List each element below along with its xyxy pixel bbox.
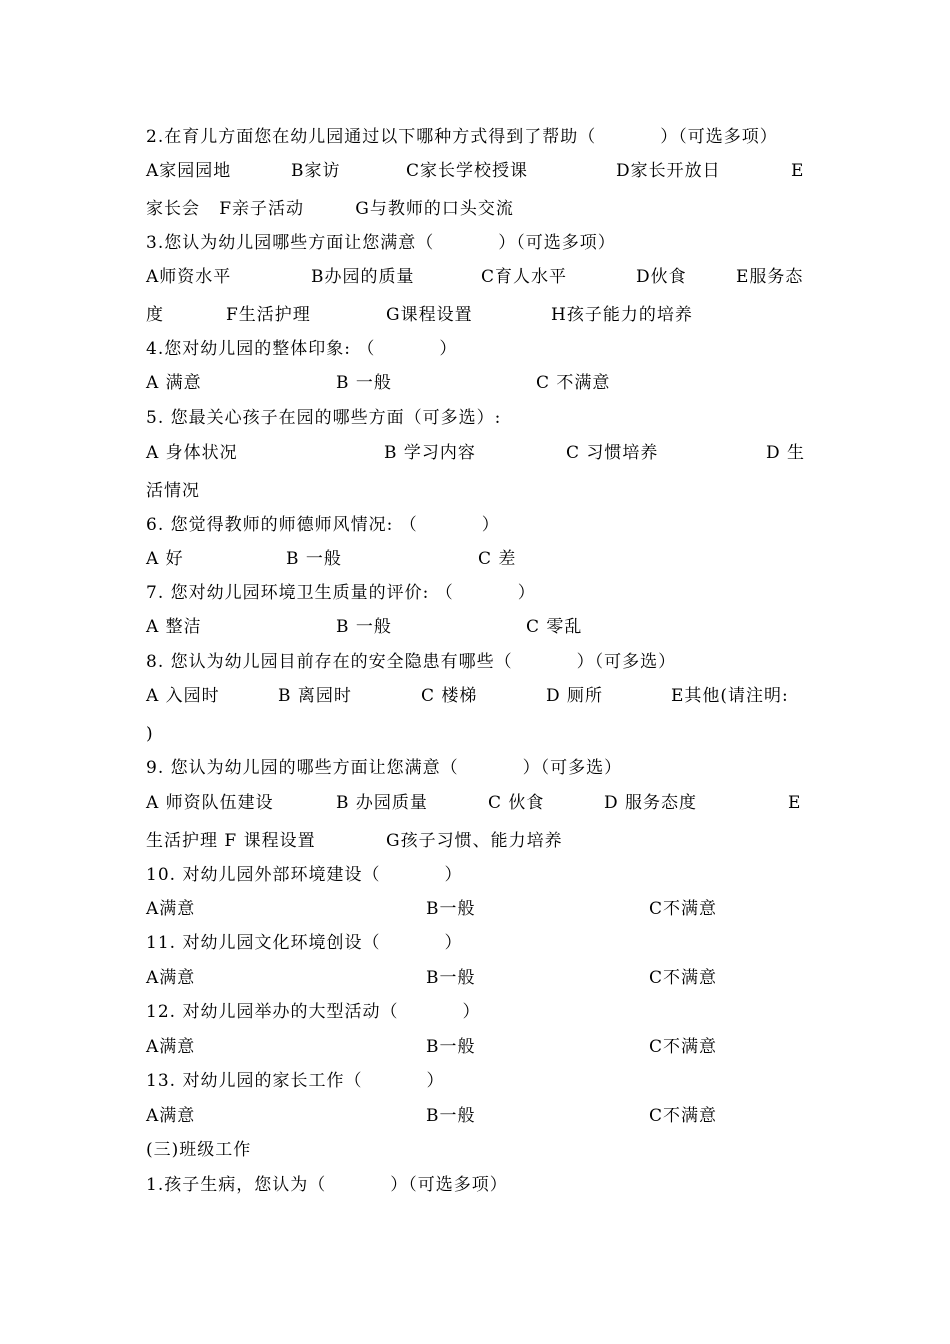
option-item: C育人水平 <box>481 267 568 287</box>
option-item: B一般 <box>426 899 476 919</box>
text-line: 12. 对幼儿园举办的大型活动（ ） <box>146 1002 481 1022</box>
text-line: 10. 对幼儿园外部环境建设（ ） <box>146 865 463 885</box>
option-item: A满意 <box>146 1106 196 1126</box>
option-item: E <box>791 161 805 181</box>
option-row <box>146 790 806 816</box>
option-item: C不满意 <box>649 968 718 988</box>
option-row <box>146 683 806 709</box>
option-item: H孩子能力的培养 <box>551 305 693 325</box>
option-row <box>146 264 806 290</box>
option-row <box>146 1034 806 1060</box>
option-item: B一般 <box>426 1106 476 1126</box>
option-item: G课程设置 <box>386 305 473 325</box>
option-item: D家长开放日 <box>616 161 721 181</box>
text-line: 1.孩子生病，您认为（ ）（可选多项） <box>146 1175 508 1195</box>
option-item: B家访 <box>291 161 341 181</box>
option-item: A 师资队伍建设 <box>146 793 274 813</box>
option-item: E <box>788 793 802 813</box>
option-item: A满意 <box>146 899 196 919</box>
text-line: 11. 对幼儿园文化环境创设（ ） <box>146 933 463 953</box>
option-row <box>146 158 806 184</box>
option-item: C家长学校授课 <box>406 161 529 181</box>
option-item: 度 <box>146 305 164 325</box>
option-row <box>146 965 806 991</box>
option-item: D 服务态度 <box>604 793 698 813</box>
text-line: 活情况 <box>146 481 200 501</box>
text-line: (三)班级工作 <box>146 1140 252 1160</box>
option-row <box>146 896 806 922</box>
option-item: B 离园时 <box>278 686 352 706</box>
text-line: 8. 您认为幼儿园目前存在的安全隐患有哪些（ ）（可多选） <box>146 652 677 672</box>
option-item: A家园园地 <box>146 161 232 181</box>
option-item: C 不满意 <box>536 373 611 393</box>
option-item: C 伙食 <box>488 793 545 813</box>
option-item: A师资水平 <box>146 267 232 287</box>
option-item: B 学习内容 <box>384 443 476 463</box>
text-line: 6. 您觉得教师的师德师风情况: （ ） <box>146 515 500 535</box>
option-item: E其他(请注明: <box>671 686 789 706</box>
option-item: B 一般 <box>336 373 392 393</box>
text-line: 13. 对幼儿园的家长工作（ ） <box>146 1071 445 1091</box>
option-item: E服务态 <box>736 267 804 287</box>
option-item: D伙食 <box>636 267 687 287</box>
option-item: C 零乱 <box>526 617 583 637</box>
option-row <box>146 302 806 328</box>
option-item: B 一般 <box>286 549 342 569</box>
option-item: D 厕所 <box>546 686 604 706</box>
option-item: C不满意 <box>649 1037 718 1057</box>
option-item: A 整洁 <box>146 617 202 637</box>
option-item: A 好 <box>146 549 184 569</box>
option-item: B 一般 <box>336 617 392 637</box>
text-line: 7. 您对幼儿园环境卫生质量的评价: （ ） <box>146 583 536 603</box>
option-item: C 差 <box>478 549 517 569</box>
option-row <box>146 614 806 640</box>
option-item: B一般 <box>426 968 476 988</box>
option-row <box>146 440 806 466</box>
option-item: B一般 <box>426 1037 476 1057</box>
option-item: F生活护理 <box>226 305 311 325</box>
option-item: C 习惯培养 <box>566 443 659 463</box>
option-row <box>146 1103 806 1129</box>
text-line: 家长会 F亲子活动 G与教师的口头交流 <box>146 199 514 219</box>
option-item: A 身体状况 <box>146 443 238 463</box>
option-item: D 生 <box>766 443 806 463</box>
option-item: C不满意 <box>649 899 718 919</box>
option-item: C不满意 <box>649 1106 718 1126</box>
option-item: B办园的质量 <box>311 267 415 287</box>
option-item: A 满意 <box>146 373 202 393</box>
option-row <box>146 546 806 572</box>
text-line: 4.您对幼儿园的整体印象: （ ） <box>146 339 458 359</box>
option-item: A满意 <box>146 968 196 988</box>
text-line: 3.您认为幼儿园哪些方面让您满意（ ）（可选多项） <box>146 233 616 253</box>
text-line: 2.在育儿方面您在幼儿园通过以下哪种方式得到了帮助（ ）（可选多项） <box>146 127 778 147</box>
text-line: ) <box>146 724 154 744</box>
text-line: 5. 您最关心孩子在园的哪些方面（可多选）: <box>146 408 502 428</box>
option-item: A 入园时 <box>146 686 220 706</box>
option-item: C 楼梯 <box>421 686 478 706</box>
text-line: 9. 您认为幼儿园的哪些方面让您满意（ ）（可多选） <box>146 758 623 778</box>
option-row <box>146 370 806 396</box>
text-line: 生活护理 F 课程设置 G孩子习惯、能力培养 <box>146 831 563 851</box>
option-item: A满意 <box>146 1037 196 1057</box>
option-item: B 办园质量 <box>336 793 428 813</box>
